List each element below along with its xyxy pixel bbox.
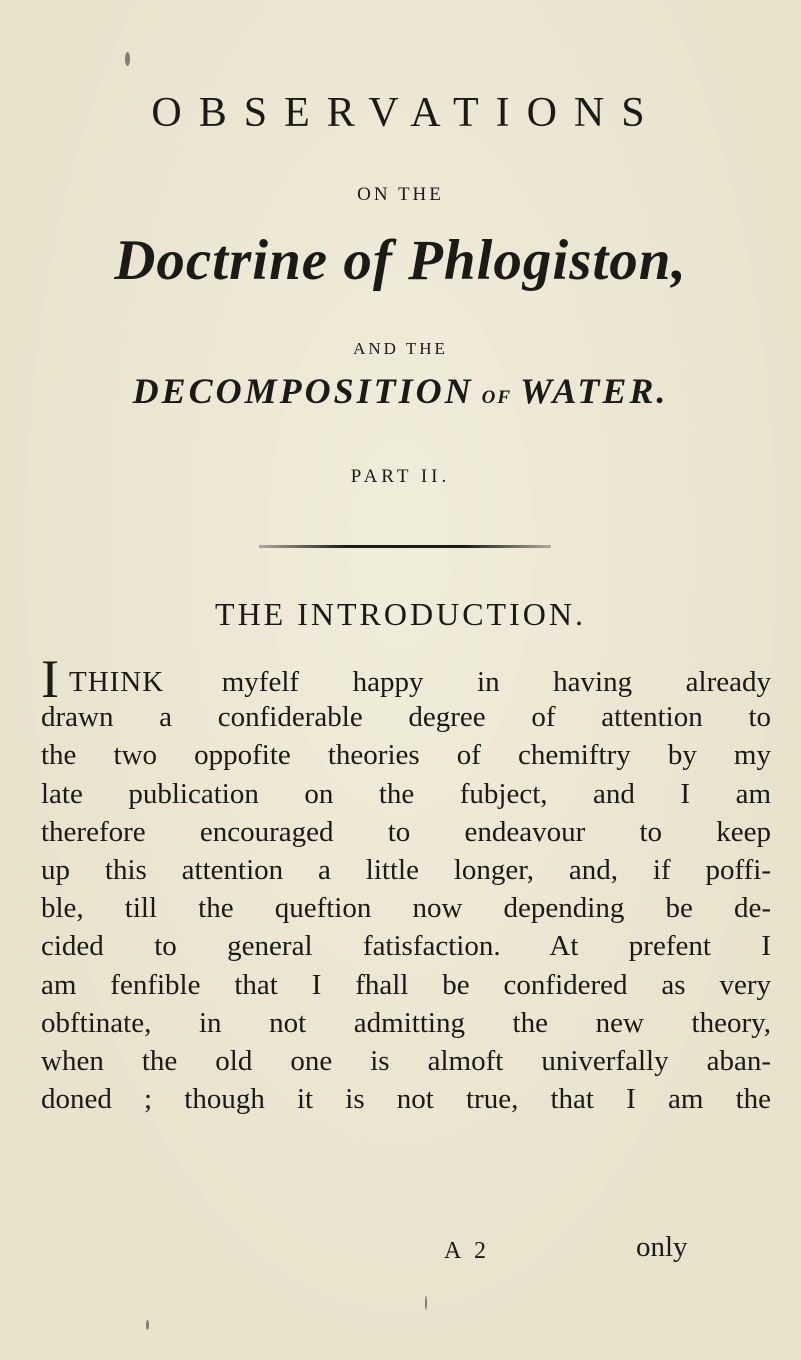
ink-speck bbox=[146, 1320, 149, 1330]
body-line-6: up this attention a little longer, and, if poffi- bbox=[41, 853, 771, 886]
body-line-12: doned ; though it is not true, that I am the bbox=[41, 1083, 771, 1116]
signature-mark: A 2 bbox=[444, 1238, 491, 1264]
title-on-the: ON THE bbox=[357, 184, 444, 205]
catchword: only bbox=[636, 1231, 688, 1263]
body-line-5: therefore encouraged to endeavour to keep bbox=[41, 815, 771, 848]
title-decomposition-of-water bbox=[0, 370, 801, 412]
body-line-3: the two oppofite theories of chemiftry by my bbox=[41, 739, 771, 772]
body-line-11: when the old one is almoft univerfally aban- bbox=[41, 1044, 771, 1077]
title-water: WATER. bbox=[520, 371, 669, 411]
title-decomposition: DECOMPOSITION bbox=[132, 371, 474, 411]
title-and-the: AND THE bbox=[353, 339, 448, 358]
divider-rule bbox=[259, 545, 551, 548]
body-line-1-text: myfelf happy in having already bbox=[221, 666, 771, 698]
body-line-2: drawn a confiderable degree of attention to bbox=[41, 701, 771, 734]
title-observations: OBSERVATIONS bbox=[151, 90, 662, 136]
ink-speck bbox=[125, 52, 130, 66]
section-heading: THE INTRODUCTION. bbox=[215, 596, 586, 632]
body-line-10: obftinate, in not admitting the new theory, bbox=[41, 1006, 771, 1039]
title-doctrine-of-phlogiston: Doctrine of Phlogiston, bbox=[114, 229, 687, 292]
body-line-9: am fenfible that I fhall be confidered as very bbox=[41, 968, 771, 1001]
first-word: THINK bbox=[68, 666, 165, 698]
drop-cap: I bbox=[41, 649, 59, 709]
title-of: OF bbox=[481, 387, 513, 408]
body-line-8: cided to general fatisfaction. At prefent I bbox=[41, 930, 771, 963]
body-line-7: ble, till the queftion now depending be de- bbox=[41, 892, 771, 925]
body-paragraph bbox=[41, 649, 771, 1118]
body-line-1 bbox=[41, 649, 771, 709]
ink-speck bbox=[425, 1296, 427, 1310]
title-part: PART II. bbox=[350, 466, 451, 487]
body-line-4: late publication on the fubject, and I am bbox=[41, 777, 771, 810]
